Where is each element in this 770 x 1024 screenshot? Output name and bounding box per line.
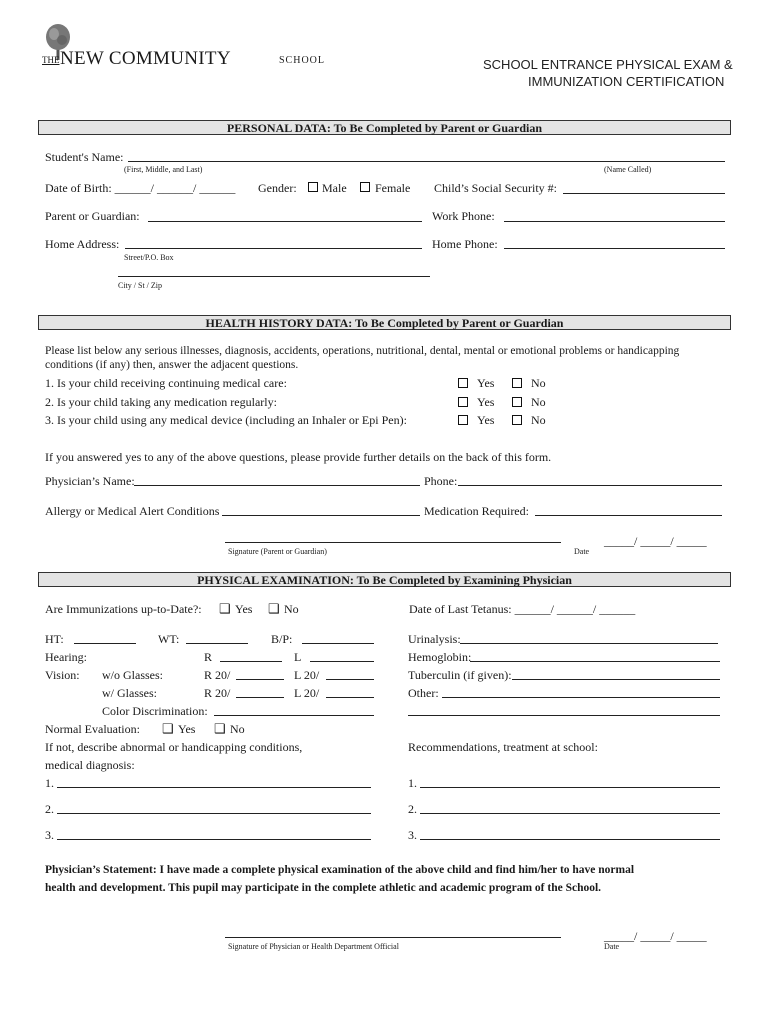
with-glasses-label: w/ Glasses: bbox=[102, 686, 157, 700]
recommend-3-field[interactable] bbox=[420, 839, 720, 840]
logo-the: THE bbox=[42, 55, 60, 65]
diagnosis-3-field[interactable] bbox=[57, 839, 371, 840]
female-checkbox[interactable] bbox=[360, 182, 370, 192]
parent-label: Parent or Guardian: bbox=[45, 209, 140, 223]
street-hint: Street/P.O. Box bbox=[124, 253, 174, 262]
q1-yes-label: Yes bbox=[477, 376, 495, 390]
vision-wo-l-label: L 20/ bbox=[294, 668, 320, 682]
wt-label: WT: bbox=[158, 632, 180, 646]
q2-no-label: No bbox=[531, 395, 546, 409]
diagnosis-1-label: 1. bbox=[45, 776, 54, 790]
health-history-heading: HEALTH HISTORY DATA: To Be Completed by Parent or Guardian bbox=[38, 315, 731, 330]
hemoglobin-label: Hemoglobin: bbox=[408, 650, 472, 664]
urinalysis-field[interactable] bbox=[460, 643, 718, 644]
abnormal-label-line2: medical diagnosis: bbox=[45, 758, 135, 772]
vision-w-l-label: L 20/ bbox=[294, 686, 320, 700]
diagnosis-2-label: 2. bbox=[45, 802, 54, 816]
immunizations-yes-checkbox[interactable]: ❑ bbox=[219, 601, 231, 616]
female-label: Female bbox=[375, 181, 411, 195]
student-name-label: Student's Name: bbox=[45, 150, 124, 164]
parent-signature-hint: Signature (Parent or Guardian) bbox=[228, 547, 327, 556]
health-intro-line2: conditions (if any) then, answer the adjacent questions. bbox=[45, 359, 299, 371]
normal-yes-label: Yes bbox=[178, 722, 196, 736]
q2-yes-checkbox[interactable] bbox=[458, 397, 468, 407]
student-name-field[interactable] bbox=[128, 161, 725, 162]
recommendations-label: Recommendations, treatment at school: bbox=[408, 740, 598, 754]
allergy-field[interactable] bbox=[222, 515, 420, 516]
vision-wo-r-label: R 20/ bbox=[204, 668, 231, 682]
health-intro-line1: Please list below any serious illnesses, diagnosis, accidents, operations, nutritional, dental, mental or emotional problems or handicapping bbox=[45, 345, 680, 357]
physician-signature-hint: Signature of Physician or Health Department Official bbox=[228, 942, 399, 951]
ssn-field[interactable] bbox=[563, 193, 725, 194]
physician-name-label: Physician’s Name: bbox=[45, 474, 135, 488]
physician-phone-field[interactable] bbox=[458, 485, 722, 486]
logo-school: SCHOOL bbox=[279, 55, 326, 66]
dob-label: Date of Birth: ______/ ______/ ______ bbox=[45, 181, 236, 195]
normal-no-checkbox[interactable]: ❑ bbox=[214, 721, 226, 736]
recommend-2-field[interactable] bbox=[420, 813, 720, 814]
q1-yes-checkbox[interactable] bbox=[458, 378, 468, 388]
other-label: Other: bbox=[408, 686, 439, 700]
personal-data-heading: PERSONAL DATA: To Be Completed by Parent or Guardian bbox=[38, 120, 731, 135]
diagnosis-2-field[interactable] bbox=[57, 813, 371, 814]
diagnosis-3-label: 3. bbox=[45, 828, 54, 842]
home-phone-field[interactable] bbox=[504, 248, 725, 249]
color-discrimination-field[interactable] bbox=[214, 715, 374, 716]
logo-name: NEW COMMUNITY bbox=[60, 48, 231, 69]
immunizations-yes-label: Yes bbox=[235, 602, 253, 616]
q2-yes-label: Yes bbox=[477, 395, 495, 409]
home-address-label: Home Address: bbox=[45, 237, 120, 251]
hearing-l-label: L bbox=[294, 650, 302, 664]
tuberculin-field[interactable] bbox=[512, 679, 720, 680]
medication-field[interactable] bbox=[535, 515, 722, 516]
phone-label: Phone: bbox=[424, 474, 458, 488]
question-2: 2. Is your child taking any medication regularly: bbox=[45, 395, 277, 409]
hearing-r-field[interactable] bbox=[220, 661, 282, 662]
work-phone-field[interactable] bbox=[504, 221, 725, 222]
other-field-line2[interactable] bbox=[408, 715, 720, 716]
work-phone-label: Work Phone: bbox=[432, 209, 495, 223]
question-1: 1. Is your child receiving continuing medical care: bbox=[45, 376, 287, 390]
vision-w-r-field[interactable] bbox=[236, 697, 284, 698]
vision-label: Vision: bbox=[45, 668, 80, 682]
color-discrimination-label: Color Discrimination: bbox=[102, 704, 208, 718]
physical-exam-heading: PHYSICAL EXAMINATION: To Be Completed by Examining Physician bbox=[38, 572, 731, 587]
q3-no-label: No bbox=[531, 413, 546, 427]
normal-evaluation-label: Normal Evaluation: bbox=[45, 722, 140, 736]
male-checkbox[interactable] bbox=[308, 182, 318, 192]
immunizations-label: Are Immunizations up-to-Date?: bbox=[45, 602, 202, 616]
tuberculin-label: Tuberculin (if given): bbox=[408, 668, 512, 682]
q1-no-checkbox[interactable] bbox=[512, 378, 522, 388]
medication-label: Medication Required: bbox=[424, 504, 529, 518]
q3-yes-label: Yes bbox=[477, 413, 495, 427]
physician-name-field[interactable] bbox=[134, 485, 420, 486]
ht-label: HT: bbox=[45, 632, 64, 646]
recommend-3-label: 3. bbox=[408, 828, 417, 842]
male-label: Male bbox=[322, 181, 347, 195]
city-field[interactable] bbox=[118, 276, 430, 277]
diagnosis-1-field[interactable] bbox=[57, 787, 371, 788]
gender-label: Gender: bbox=[258, 181, 297, 195]
physician-statement-line1: Physician’s Statement: I have made a complete physical examination of the above child and find him/her to have normal bbox=[45, 864, 635, 876]
vision-w-l-field[interactable] bbox=[326, 697, 374, 698]
details-note: If you answered yes to any of the above questions, please provide further details on the back of this form. bbox=[45, 450, 552, 464]
hearing-l-field[interactable] bbox=[310, 661, 374, 662]
vision-wo-l-field[interactable] bbox=[326, 679, 374, 680]
hearing-label: Hearing: bbox=[45, 650, 87, 664]
physician-statement-line2: health and development. This pupil may participate in the complete athletic and academic program of the School. bbox=[45, 882, 602, 894]
q3-no-checkbox[interactable] bbox=[512, 415, 522, 425]
question-3: 3. Is your child using any medical device (including an Inhaler or Epi Pen): bbox=[45, 413, 407, 427]
physician-signature-field[interactable] bbox=[225, 937, 561, 938]
wt-field[interactable] bbox=[186, 643, 248, 644]
without-glasses-label: w/o Glasses: bbox=[102, 668, 163, 682]
physician-date-hint: Date bbox=[604, 942, 620, 951]
immunizations-no-label: No bbox=[284, 602, 299, 616]
q1-no-label: No bbox=[531, 376, 546, 390]
other-field[interactable] bbox=[442, 697, 720, 698]
recommend-2-label: 2. bbox=[408, 802, 417, 816]
normal-yes-checkbox[interactable]: ❑ bbox=[162, 721, 174, 736]
ht-field[interactable] bbox=[74, 643, 136, 644]
urinalysis-label: Urinalysis: bbox=[408, 632, 461, 646]
recommend-1-label: 1. bbox=[408, 776, 417, 790]
hearing-r-label: R bbox=[204, 650, 213, 664]
hemoglobin-field[interactable] bbox=[470, 661, 720, 662]
form-title-line2: IMMUNIZATION CERTIFICATION bbox=[528, 74, 725, 89]
city-hint: City / St / Zip bbox=[118, 281, 163, 290]
first-middle-last-hint: (First, Middle, and Last) bbox=[124, 165, 203, 174]
ssn-label: Child’s Social Security #: bbox=[434, 181, 557, 195]
bp-field[interactable] bbox=[302, 643, 374, 644]
parent-field[interactable] bbox=[148, 221, 422, 222]
tetanus-label: Date of Last Tetanus: ______/ ______/ ______ bbox=[409, 602, 636, 616]
home-phone-label: Home Phone: bbox=[432, 237, 498, 251]
q2-no-checkbox[interactable] bbox=[512, 397, 522, 407]
name-called-hint: (Name Called) bbox=[604, 165, 652, 174]
immunizations-no-checkbox[interactable]: ❑ bbox=[268, 601, 280, 616]
bp-label: B/P: bbox=[271, 632, 293, 646]
vision-w-r-label: R 20/ bbox=[204, 686, 231, 700]
physician-date-field[interactable]: _____/ _____/ _____ bbox=[604, 929, 707, 943]
abnormal-label-line1: If not, describe abnormal or handicapping conditions, bbox=[45, 740, 303, 754]
form-title-line1: SCHOOL ENTRANCE PHYSICAL EXAM & bbox=[483, 57, 733, 72]
parent-date-field[interactable]: _____/ _____/ _____ bbox=[604, 534, 707, 548]
home-address-field[interactable] bbox=[125, 248, 422, 249]
allergy-label: Allergy or Medical Alert Conditions bbox=[45, 504, 220, 518]
recommend-1-field[interactable] bbox=[420, 787, 720, 788]
q3-yes-checkbox[interactable] bbox=[458, 415, 468, 425]
parent-date-hint: Date bbox=[574, 547, 590, 556]
parent-signature-field[interactable] bbox=[225, 542, 561, 543]
vision-wo-r-field[interactable] bbox=[236, 679, 284, 680]
normal-no-label: No bbox=[230, 722, 245, 736]
